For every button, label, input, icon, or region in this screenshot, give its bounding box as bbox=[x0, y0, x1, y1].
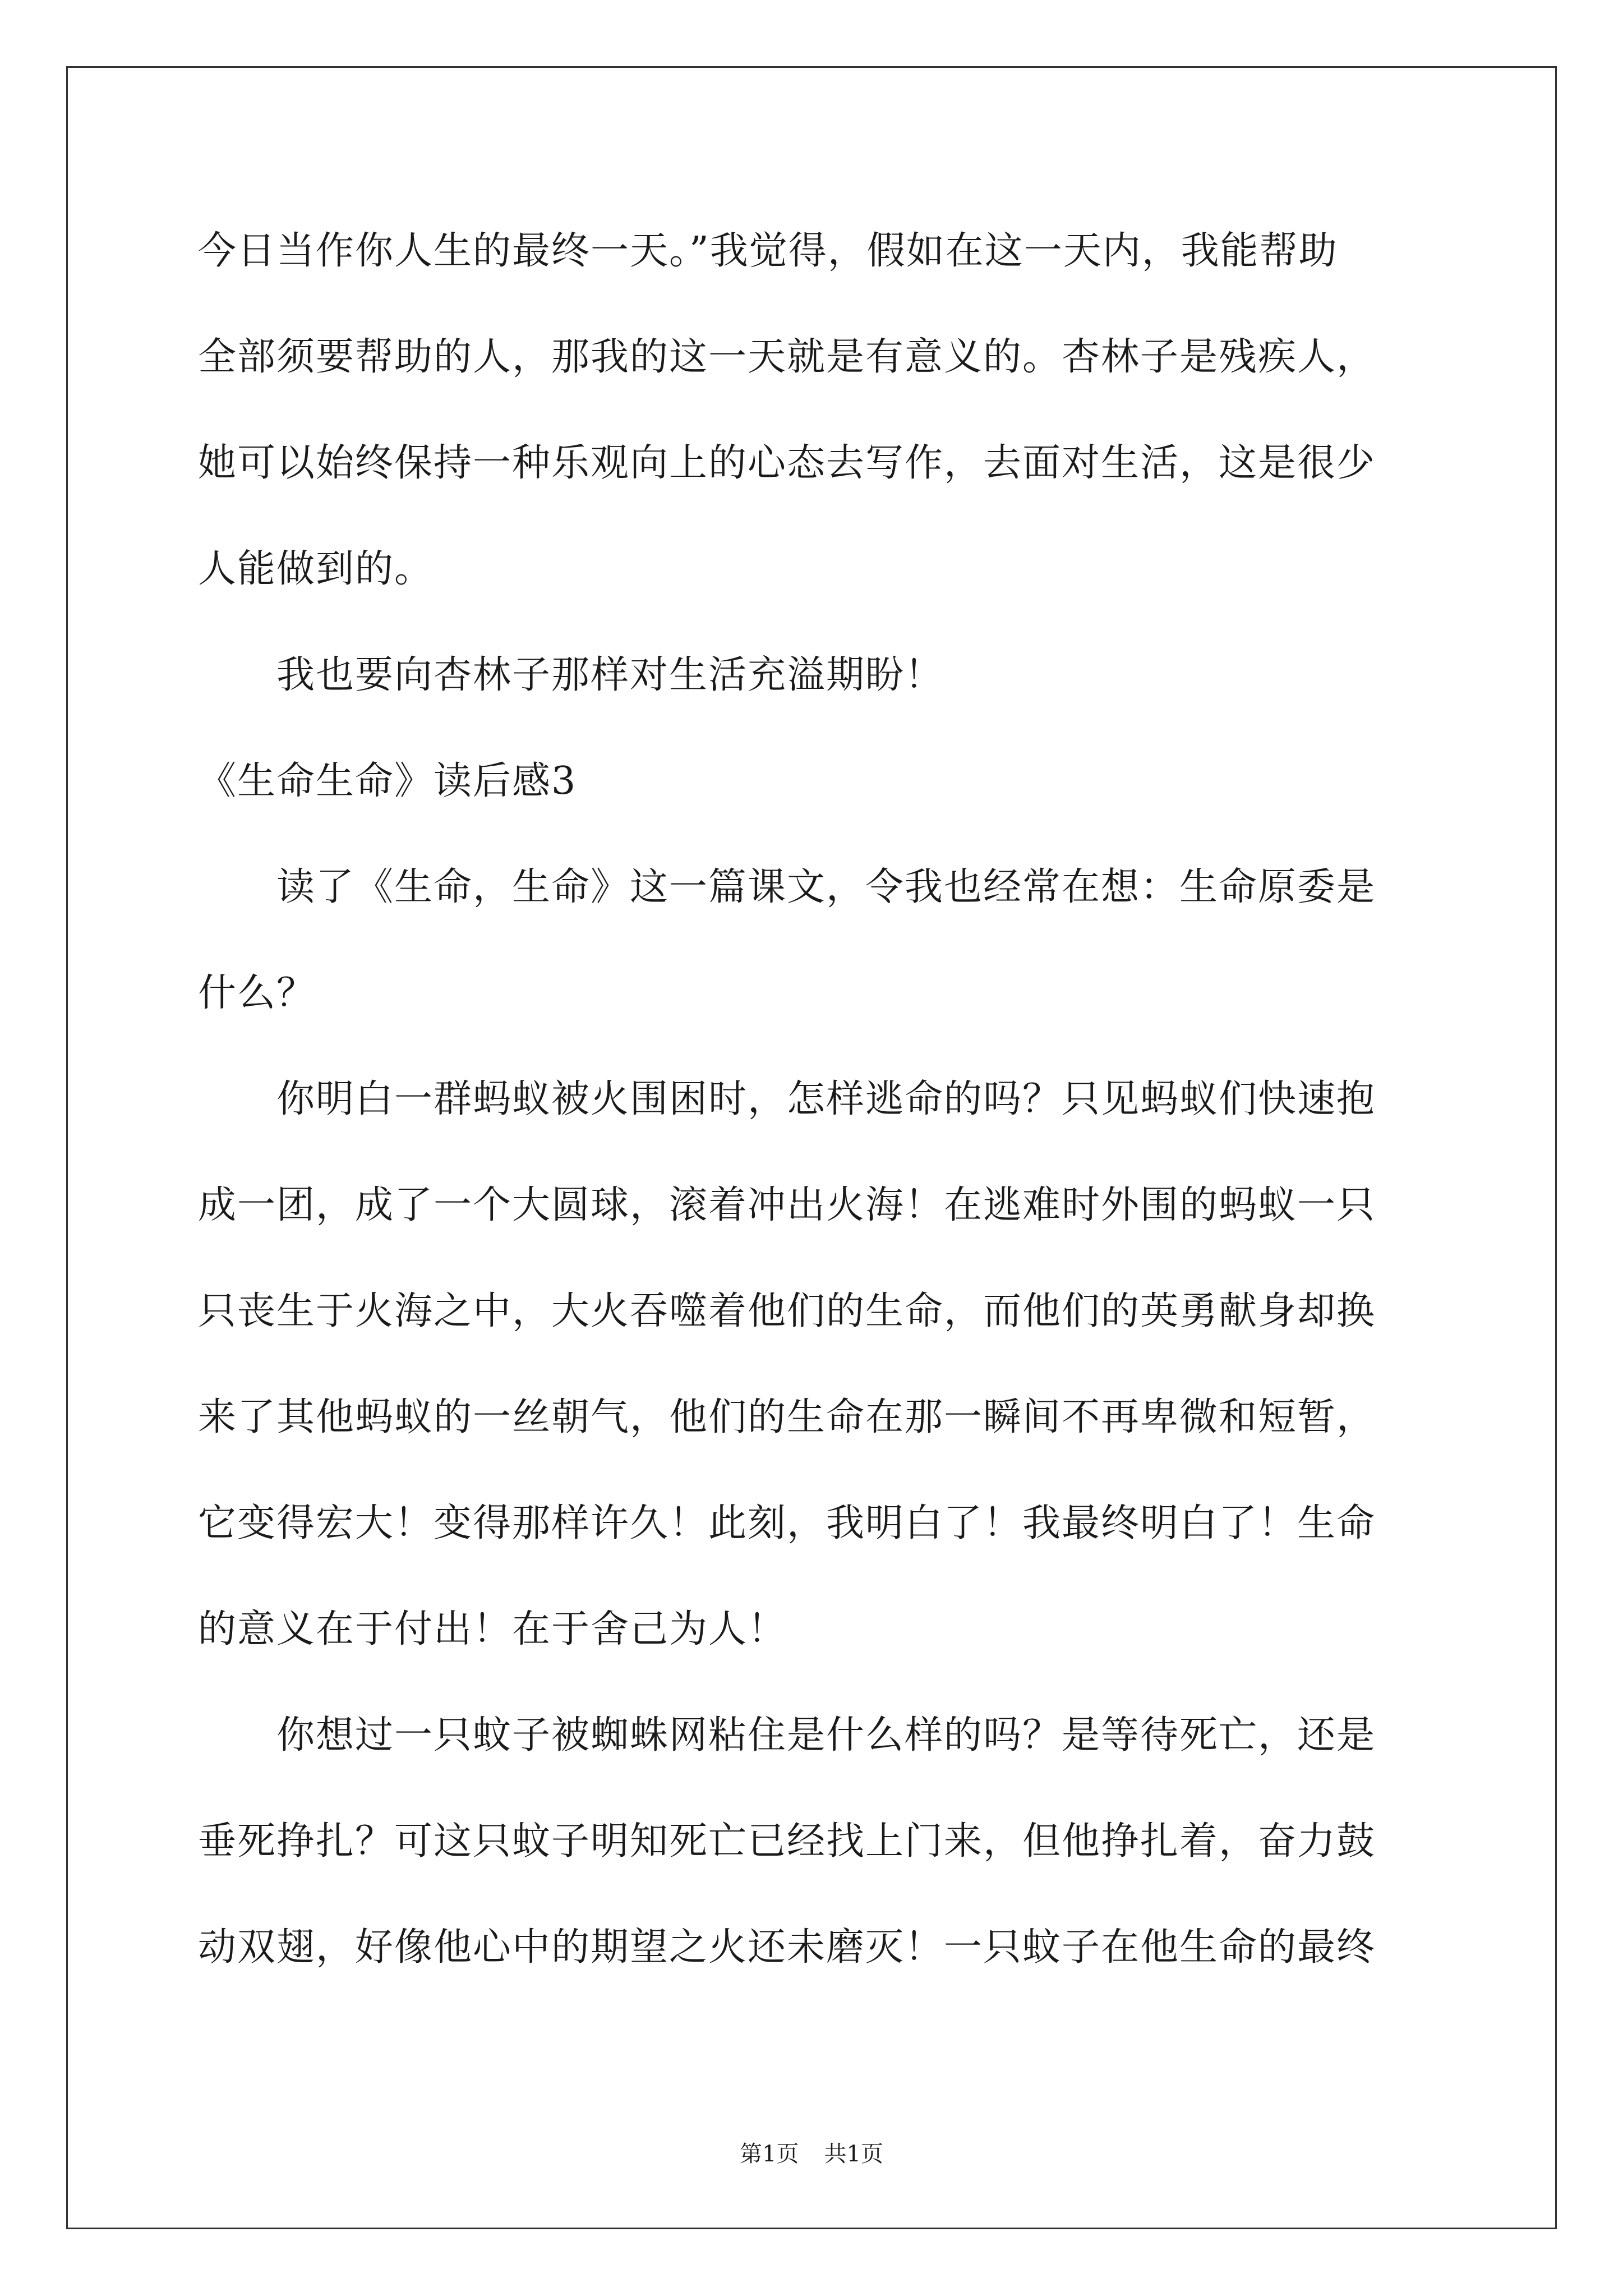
text-line: 只丧生于火海之中，大火吞噬着他们的生命，而他们的英勇献身却换 bbox=[198, 1289, 1376, 1333]
text-line: 动双翅，好像他心中的期望之火还未磨灭！一只蚊子在他生命的最终 bbox=[198, 1925, 1376, 1970]
text-line: 你明白一群蚂蚁被火围困时，怎样逃命的吗？只见蚂蚁们快速抱 bbox=[276, 1077, 1376, 1121]
text-line: 我也要向杏林子那样对生活充溢期盼！ bbox=[276, 653, 944, 697]
text-line: 人能做到的。 bbox=[198, 547, 434, 591]
section-heading: 《生命生命》读后感3 bbox=[198, 759, 577, 803]
text-line: 你想过一只蚊子被蜘蛛网粘住是什么样的吗？是等待死亡，还是 bbox=[276, 1713, 1376, 1757]
page-total: 共1页 bbox=[824, 2141, 883, 2167]
page-number: 第1页 bbox=[740, 2141, 799, 2167]
text-line: 它变得宏大！变得那样许久！此刻，我明白了！我最终明白了！生命 bbox=[198, 1501, 1376, 1545]
document-body bbox=[198, 218, 1440, 2020]
text-line: 她可以始终保持一种乐观向上的心态去写作，去面对生活，这是很少 bbox=[198, 441, 1376, 485]
text-line: 垂死挣扎？可这只蚊子明知死亡已经找上门来，但他挣扎着，奋力鼓 bbox=[198, 1819, 1376, 1864]
text-line: 全部须要帮助的人，那我的这一天就是有意义的。杏林子是残疾人， bbox=[198, 335, 1376, 379]
text-line: 什么？ bbox=[198, 971, 316, 1015]
text-line: 来了其他蚂蚁的一丝朝气，他们的生命在那一瞬间不再卑微和短暂， bbox=[198, 1395, 1376, 1439]
text-line: 成一团，成了一个大圆球，滚着冲出火海！在逃难时外围的蚂蚁一只 bbox=[198, 1183, 1376, 1227]
text-line: 的意义在于付出！在于舍己为人！ bbox=[198, 1607, 787, 1651]
text-line: 读了《生命，生命》这一篇课文，令我也经常在想：生命原委是 bbox=[276, 865, 1376, 909]
text-line: 今日当作你人生的最终一天。”我觉得，假如在这一天内，我能帮助 bbox=[198, 229, 1338, 273]
page-footer bbox=[0, 2137, 1623, 2171]
